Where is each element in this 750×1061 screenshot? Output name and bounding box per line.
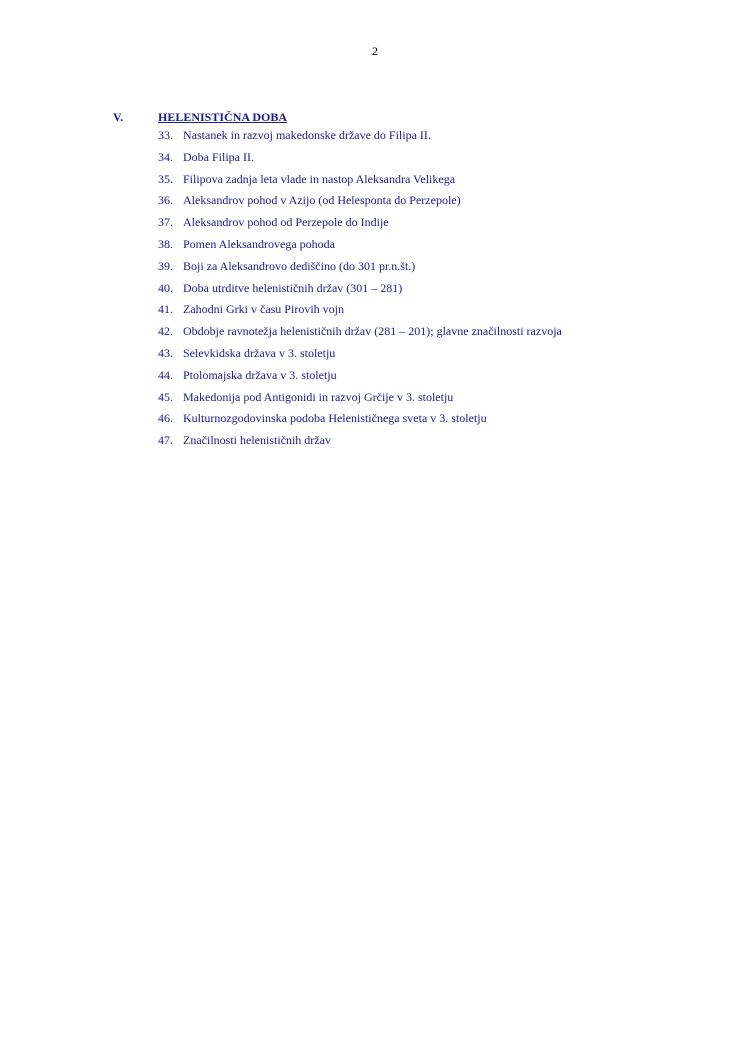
toc-item-number: 34. [158,149,173,164]
toc-item-34[interactable] [158,150,713,172]
toc-item-number: 47. [158,433,173,448]
toc-item-47[interactable] [158,433,713,455]
toc-item-number: 35. [158,171,173,186]
toc-item-number: 41. [158,302,173,317]
toc-item-35[interactable] [158,172,713,194]
toc-item-number: 46. [158,411,173,426]
toc-item-41[interactable] [158,302,713,324]
toc-item-title[interactable]: Aleksandrov pohod od Perzepole do Indije [183,215,389,230]
toc-item-title[interactable]: Aleksandrov pohod v Azijo (od Helesponta do Perzepole) [183,193,461,208]
toc-item-number: 39. [158,258,173,273]
toc-section [113,110,713,455]
toc-item-40[interactable] [158,281,713,303]
toc-item-title[interactable]: Doba Filipa II. [183,149,254,164]
toc-item-42[interactable] [158,324,713,346]
section-numeral: V. [113,110,124,124]
toc-item-number: 40. [158,280,173,295]
toc-item-37[interactable] [158,215,713,237]
toc-item-43[interactable] [158,346,713,368]
toc-item-title[interactable]: Zahodni Grki v času Pirovih vojn [183,302,344,317]
toc-item-title[interactable]: Pomen Aleksandrovega pohoda [183,236,335,251]
toc-item-44[interactable] [158,368,713,390]
toc-item-title[interactable]: Kulturnozgodovinska podoba Helenističnega sveta v 3. stoletju [183,411,487,426]
toc-list [113,128,713,455]
toc-item-title[interactable]: Nastanek in razvoj makedonske države do Filipa II. [183,128,431,142]
toc-item-title[interactable]: Makedonija pod Antigonidi in razvoj Grčije v 3. stoletju [183,389,454,404]
toc-item-title[interactable]: Doba utrditve helenističnih držav (301 – 281) [183,280,403,295]
toc-item-45[interactable] [158,390,713,412]
toc-item-46[interactable] [158,411,713,433]
toc-item-number: 42. [158,324,173,339]
toc-item-number: 44. [158,367,173,382]
toc-item-38[interactable] [158,237,713,259]
page-number: 2 [372,44,378,58]
toc-item-number: 37. [158,215,173,230]
toc-item-number: 43. [158,345,173,360]
toc-item-title[interactable]: Značilnosti helenističnih držav [183,433,331,448]
toc-item-number: 38. [158,236,173,251]
toc-item-title[interactable]: Selevkidska država v 3. stoletju [183,345,336,360]
section-header [113,110,713,128]
toc-item-title[interactable]: Obdobje ravnotežja helenističnih držav (281 – 201); glavne značilnosti razvoja [183,324,562,339]
toc-item-36[interactable] [158,193,713,215]
toc-item-title[interactable]: Boji za Aleksandrovo dediščino (do 301 pr.n.št.) [183,258,416,273]
toc-item-title[interactable]: Ptolomajska država v 3. stoletju [183,367,337,382]
toc-item-title[interactable]: Filipova zadnja leta vlade in nastop Aleksandra Velikega [183,171,456,186]
toc-item-number: 36. [158,193,173,208]
toc-item-39[interactable] [158,259,713,281]
toc-item-number: 45. [158,389,173,404]
toc-item-number: 33. [158,128,173,142]
toc-item-33[interactable] [158,128,713,150]
section-title-link[interactable]: HELENISTIČNA DOBA [158,110,288,124]
